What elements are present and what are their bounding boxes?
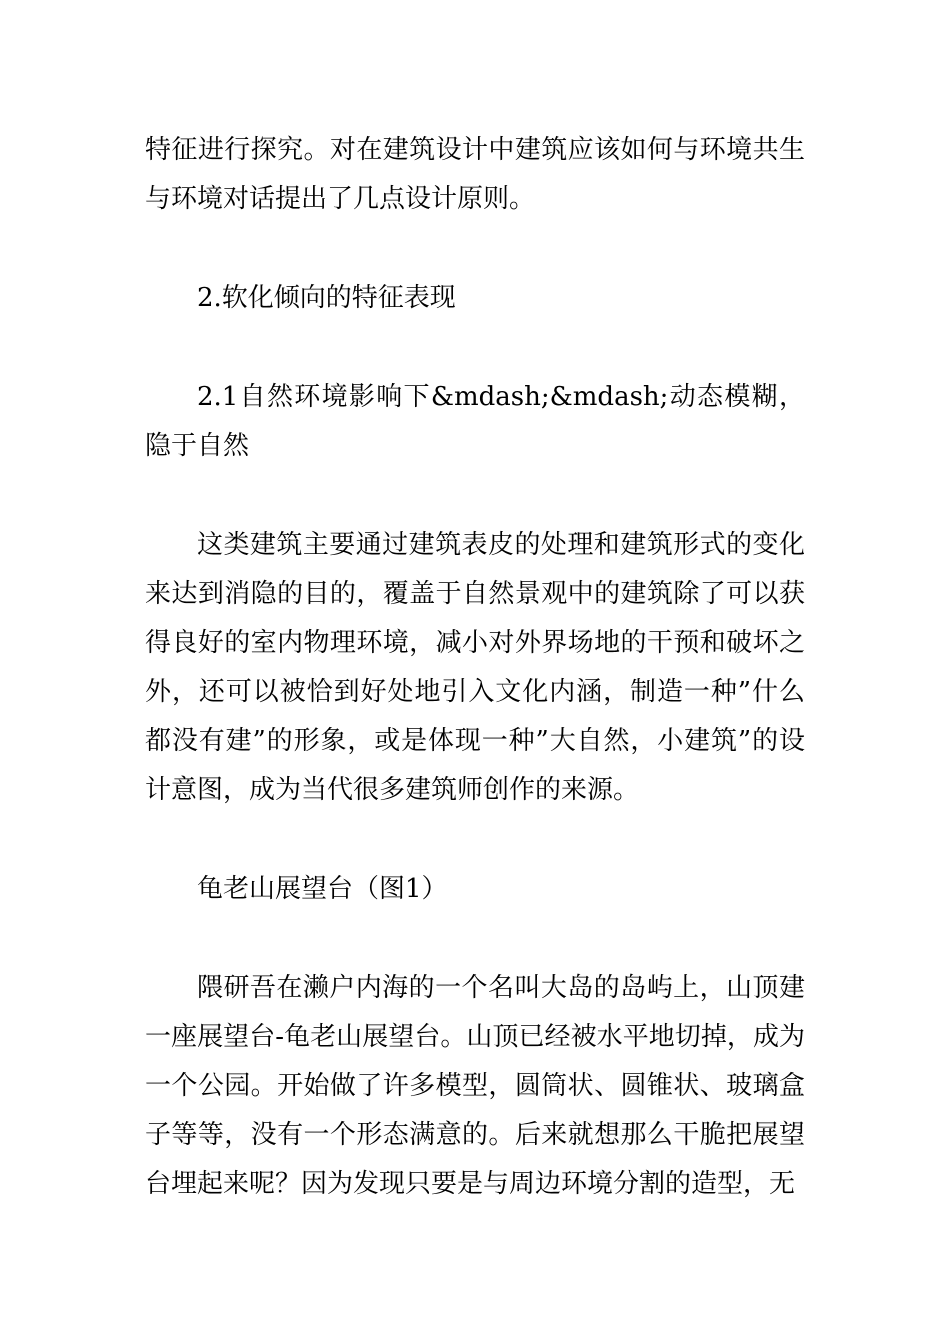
document-body xyxy=(145,126,805,1209)
paragraph-body-1: 这类建筑主要通过建筑表皮的处理和建筑形式的变化来达到消隐的目的，覆盖于自然景观中的建筑除了可以获得良好的室内物理环境，减小对外界场地的干预和破坏之外，还可以被恰到好处地引入文化内涵，制造一种”什么都没有建”的形象，或是体现一种”大自然，小建筑”的设计意图，成为当代很多建筑师创作的来源。 xyxy=(145,530,805,805)
paragraph-gap xyxy=(145,224,805,274)
section-heading-2: 2.软化倾向的特征表现 xyxy=(197,283,456,313)
paragraph-gap xyxy=(145,914,805,964)
paragraph-gap xyxy=(145,323,805,373)
paragraph-gap xyxy=(145,471,805,521)
figure-caption: 龟老山展望台（图1） xyxy=(197,874,448,904)
paragraph-body-2: 隈研吾在濑户内海的一个名叫大岛的岛屿上，山顶建一座展望台-龟老山展望台。山顶已经被水平地切掉，成为一个公园。开始做了许多模型，圆筒状、圆锥状、玻璃盒子等等，没有一个形态满意的。后来就想那么干脆把展望台埋起来呢？因为发现只要是与周边环境分割的造型，无 xyxy=(145,973,805,1199)
paragraph-gap xyxy=(145,815,805,865)
section-heading-2-1: 2.1自然环境影响下&mdash;&mdash;动态模糊，隐于自然 xyxy=(145,382,805,461)
paragraph-intro-continuation: 特征进行探究。对在建筑设计中建筑应该如何与环境共生与环境对话提出了几点设计原则。 xyxy=(145,135,805,214)
